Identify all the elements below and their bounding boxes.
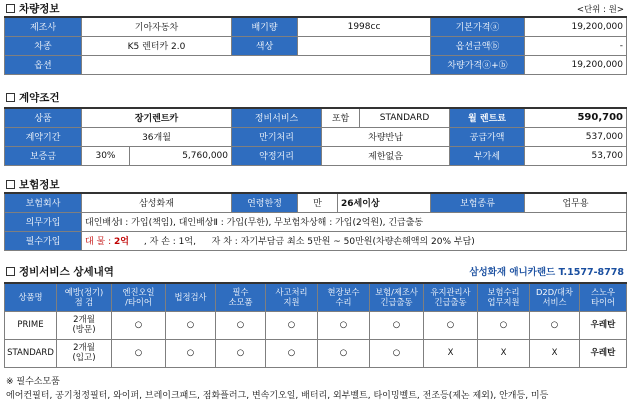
ins-type-label: 보험종류 (431, 193, 525, 212)
checkbox-icon (6, 93, 15, 102)
checkbox-icon (6, 4, 15, 13)
req-own-value: 자기부담금 최소 5만원 ~ 50만원(차량손해액의 20% 부담) (240, 237, 475, 247)
service-mark: ○ (112, 311, 166, 339)
model-value: K5 렌터카 2.0 (82, 36, 232, 55)
service-row (5, 311, 627, 339)
color-label: 색상 (232, 36, 298, 55)
service-header-cell: 스노우 타이어 (580, 283, 627, 311)
service-table (4, 282, 626, 368)
service-header-cell: 사고처리 지원 (266, 283, 318, 311)
vehicle-section-title: 차량정보 (6, 2, 60, 16)
vehicle-table (4, 16, 626, 75)
option-price-label: 옵션금액ⓑ (431, 36, 525, 55)
service-mark: X (424, 339, 478, 367)
required-label: 필수가입 (5, 231, 82, 250)
option-price-value: - (525, 36, 627, 55)
service-mark: X (530, 339, 580, 367)
service-row (5, 339, 627, 367)
service-mark: ○ (166, 339, 216, 367)
vehicle-price-value: 19,200,000 (525, 55, 627, 74)
monthly-label: 월 렌트료 (450, 108, 525, 127)
service-mark: ○ (166, 311, 216, 339)
service-provider: 삼성화재 애니카랜드 T.1577-8778 (469, 267, 624, 278)
service-check-cycle: 2개월 (방문) (57, 311, 112, 339)
service-check-cycle: 2개월 (입고) (57, 339, 112, 367)
monthly-value: 590,700 (525, 108, 627, 127)
service-mark: ○ (370, 311, 424, 339)
color-value (298, 36, 431, 55)
ins-type-value: 업무용 (525, 193, 627, 212)
age-value: 26세이상 (338, 193, 431, 212)
req-self-label: 자 손 : (149, 237, 176, 247)
option-value (82, 55, 431, 74)
service-mark: ○ (424, 311, 478, 339)
deposit-label: 보증금 (5, 146, 82, 165)
period-label: 계약기간 (5, 127, 82, 146)
req-own-label: 자 차 : (211, 237, 238, 247)
service-header-row (5, 283, 627, 311)
displacement-value: 1998cc (298, 17, 431, 36)
checkbox-icon (6, 180, 15, 189)
mandatory-label: 의무가입 (5, 212, 82, 231)
product-value: 장기렌트카 (82, 108, 232, 127)
maint-type: STANDARD (360, 108, 450, 127)
service-product-name: PRIME (5, 311, 57, 339)
service-mark: ○ (370, 339, 424, 367)
vat-value: 53,700 (525, 146, 627, 165)
company-value: 삼성화재 (82, 193, 232, 212)
service-header-cell: 유지관리사 긴급출동 (424, 283, 478, 311)
notes-items: 에어컨필터, 공기청정필터, 와이퍼, 브레이크패드, 점화플러그, 변속기오일, 배터리, 외부벨트, 타이밍벨트, 전조등(제논 제외), 안개등, 미등 (6, 391, 549, 401)
insurance-table (4, 192, 626, 251)
mandatory-value: 대인배상Ⅰ : 가입(책임), 대인배상Ⅱ : 가입(무한), 무보험차상해 : 가입(2억원), 긴급출동 (82, 212, 627, 231)
vehicle-price-label: 차량가격ⓐ+ⓑ (431, 55, 525, 74)
model-label: 차종 (5, 36, 82, 55)
service-mark: ○ (318, 311, 370, 339)
service-header-cell: 보험/제조사 긴급출동 (370, 283, 424, 311)
service-mark: X (478, 339, 530, 367)
period-value: 36개월 (82, 127, 232, 146)
service-mark: ○ (266, 311, 318, 339)
age-label: 연령한정 (232, 193, 298, 212)
insurance-section-title: 보험정보 (6, 178, 60, 192)
service-snow-tire: 우레탄 (580, 311, 627, 339)
req-self-value: 1억 (178, 237, 194, 247)
product-label: 상품 (5, 108, 82, 127)
service-header-cell: 현장보수 수리 (318, 283, 370, 311)
service-mark: ○ (112, 339, 166, 367)
service-header-cell: 엔진오일 /타이어 (112, 283, 166, 311)
supply-value: 537,000 (525, 127, 627, 146)
service-header-cell: 예방(정기) 점 검 (57, 283, 112, 311)
expiry-label: 만기처리 (232, 127, 322, 146)
maint-incl: 포함 (322, 108, 360, 127)
service-mark: ○ (530, 311, 580, 339)
vat-label: 부가세 (450, 146, 525, 165)
service-mark: ○ (318, 339, 370, 367)
req-prop-value: 2억 (114, 237, 129, 247)
company-label: 보험회사 (5, 193, 82, 212)
mileage-label: 약정거리 (232, 146, 322, 165)
service-mark: ○ (216, 311, 266, 339)
displacement-label: 배기량 (232, 17, 298, 36)
mileage-value: 제한없음 (322, 146, 450, 165)
deposit-value: 5,760,000 (130, 146, 232, 165)
service-snow-tire: 우레탄 (580, 339, 627, 367)
service-mark: ○ (266, 339, 318, 367)
supply-label: 공급가액 (450, 127, 525, 146)
option-label: 옵션 (5, 55, 82, 74)
notes-heading: ※ 필수소모품 (6, 377, 60, 387)
base-price-label: 기본가격ⓐ (431, 17, 525, 36)
deposit-pct: 30% (82, 146, 130, 165)
contract-table (4, 107, 626, 166)
maint-label: 정비서비스 (232, 108, 322, 127)
contract-section-title: 계약조건 (6, 91, 60, 105)
service-header-cell: 보험수리 업무지원 (478, 283, 530, 311)
service-section-title: 정비서비스 상세내역 (6, 265, 114, 279)
service-header-cell: 상품명 (5, 283, 57, 311)
base-price-value: 19,200,000 (525, 17, 627, 36)
req-prop-label: 대 물 : (85, 237, 112, 247)
required-value: 대 물 : 2억 , 자 손 : 1억, 자 차 : 자기부담금 최소 5만원 ~ 50만원(차량손해액의 20% 부담) (82, 231, 627, 250)
unit-note: <단위 : 원> (576, 5, 624, 15)
service-header-cell: 법정검사 (166, 283, 216, 311)
checkbox-icon (6, 267, 15, 276)
service-mark: ○ (216, 339, 266, 367)
age-prefix: 만 (298, 193, 338, 212)
service-mark: ○ (478, 311, 530, 339)
maker-label: 제조사 (5, 17, 82, 36)
expiry-value: 차량반납 (322, 127, 450, 146)
service-product-name: STANDARD (5, 339, 57, 367)
service-header-cell: D2D/대차 서비스 (530, 283, 580, 311)
service-header-cell: 필수 소모품 (216, 283, 266, 311)
maker-value: 기아자동차 (82, 17, 232, 36)
